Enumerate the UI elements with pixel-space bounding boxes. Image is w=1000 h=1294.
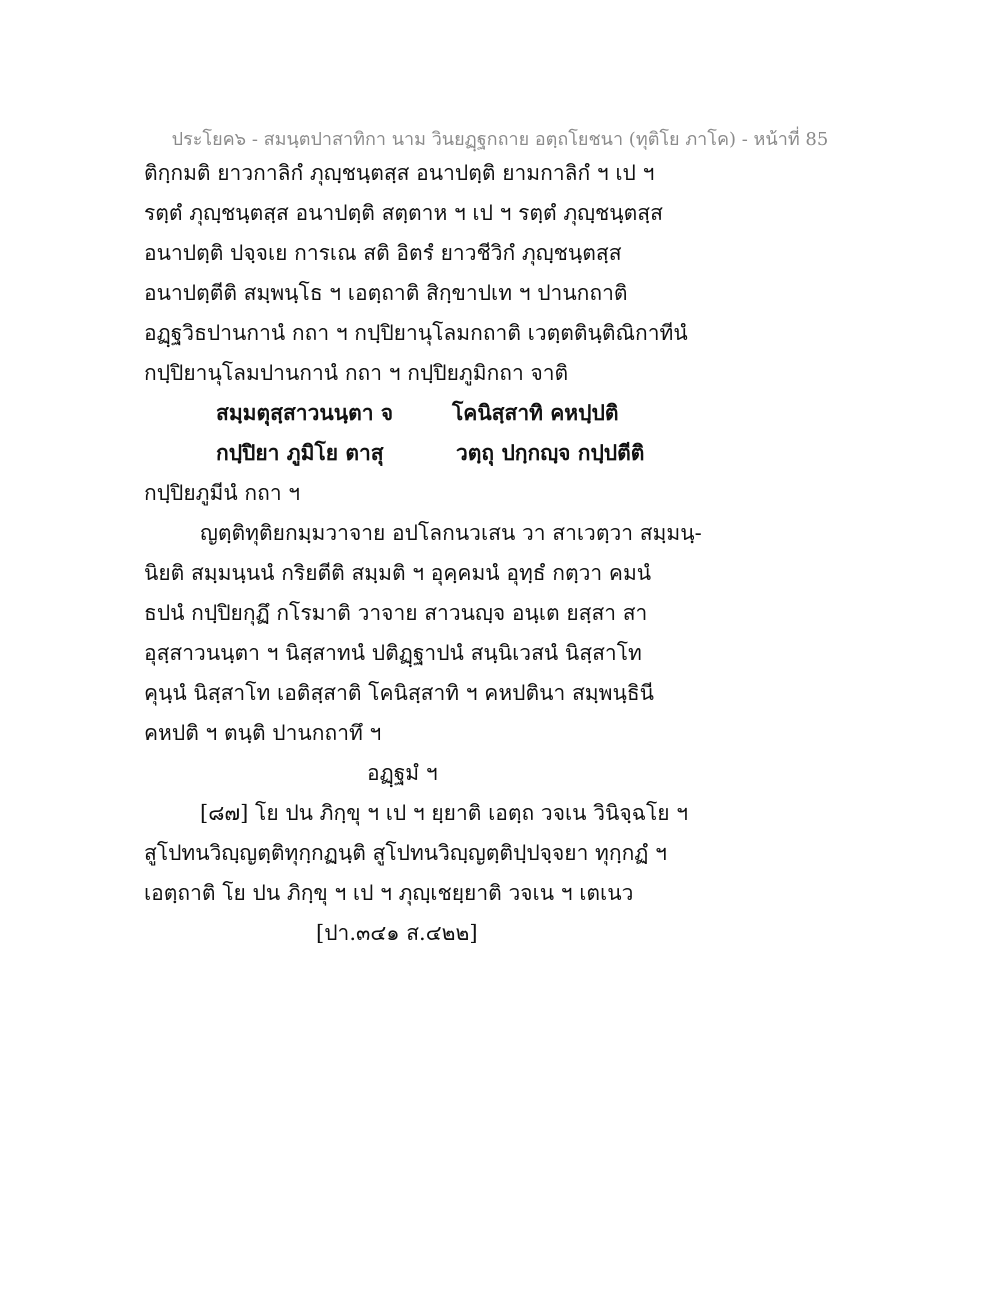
paragraph-first-line: ญตฺติทุติยกมฺมวาจาย อปโลกนวเสน วา สาเวตฺวา สมฺมนฺ- [200, 521, 702, 545]
body-line: ธปนํ กปฺปิยกุฏึ กโรมาติ วาจาย สาวนญฺจ อนฺเต ยสฺสา สา [144, 601, 648, 625]
body-line: ติกฺกมติ ยาวกาลิกํ ภุญฺชนฺตสฺส อนาปตฺติ ยามกาลิกํ ฯ เป ฯ [144, 161, 655, 185]
body-line: คุนฺนํ นิสฺสาโท เอติสฺสาติ โคนิสฺสาทิ ฯ คหปตินา สมฺพนฺธินี [144, 681, 654, 705]
body-line: รตฺตํ ภุญฺชนฺตสฺส อนาปตฺติ สตฺตาห ฯ เป ฯ รตฺตํ ภุญฺชนฺตสฺส [144, 201, 663, 225]
body-line: อนาปตฺตีติ สมฺพนฺโธ ฯ เอตฺถาติ สิกฺขาปเท ฯ ปานกถาติ [144, 281, 628, 305]
body-line: อฏฺฐวิธปานกานํ กถา ฯ กปฺปิยานุโลมกถาติ เวตฺตตินฺติณิกาทีนํ [144, 321, 688, 345]
body-line: กปฺปิยานุโลมปานกานํ กถา ฯ กปฺปิยภูมิกถา จาติ [144, 361, 569, 385]
running-header: ประโยค๖ - สมนฺตปาสาทิกา นาม วินยฏฺฐกถาย อตฺถโยชนา (ทุติโย ภาโค) - หน้าที่ 85 [171, 129, 829, 150]
body-line: เอตฺถาติ โย ปน ภิกฺขุ ฯ เป ฯ ภุญฺเชยฺยาติ วจเน ฯ เตเนว [144, 881, 634, 905]
section-title: อฏฺฐมํ ฯ [367, 761, 438, 785]
body-line: อุสฺสาวนนฺตา ฯ นิสฺสาทนํ ปติฏฺฐาปนํ สนฺนิเวสนํ นิสฺสาโท [144, 641, 642, 665]
body-line: คหปติ ฯ ตนฺติ ปานกถาทึ ฯ [144, 721, 382, 745]
body-line: อนาปตฺติ ปจฺจเย การเณ สติ อิตรํ ยาวชีวิกํ ภุญฺชนฺตสฺส [144, 241, 622, 265]
verse-line-1-left: สมฺมตุสฺสาวนนฺตา จ [216, 400, 394, 425]
body-line: กปฺปิยภูมีนํ กถา ฯ [144, 481, 301, 505]
verse-line-2-right: วตฺถุ ปกฺกญฺจ กปฺปตีติ [456, 440, 645, 465]
body-line: นิยติ สมฺมนฺนนํ กริยตีติ สมฺมติ ฯ อุคฺคมนํ อุทฺธํ กตฺวา คมนํ [144, 561, 652, 585]
verse-line-1-right: โคนิสฺสาทิ คหปฺปติ [452, 400, 619, 425]
page-reference: [ปา.๓๔๑ ส.๔๒๒] [316, 921, 478, 945]
body-line: สูโปทนวิญฺญตฺติทุกฺกฏนฺติ สูโปทนวิญฺญตฺติปฺปจฺจยา ทุกฺกฏํ ฯ [144, 841, 667, 865]
paragraph-first-line: [๘๗] โย ปน ภิกฺขุ ฯ เป ฯ ยฺยาติ เอตฺถ วจเน วินิจฺฉโย ฯ [200, 801, 689, 825]
verse-line-2-left: กปฺปิยา ภูมิโย ตาสุ [216, 440, 384, 465]
